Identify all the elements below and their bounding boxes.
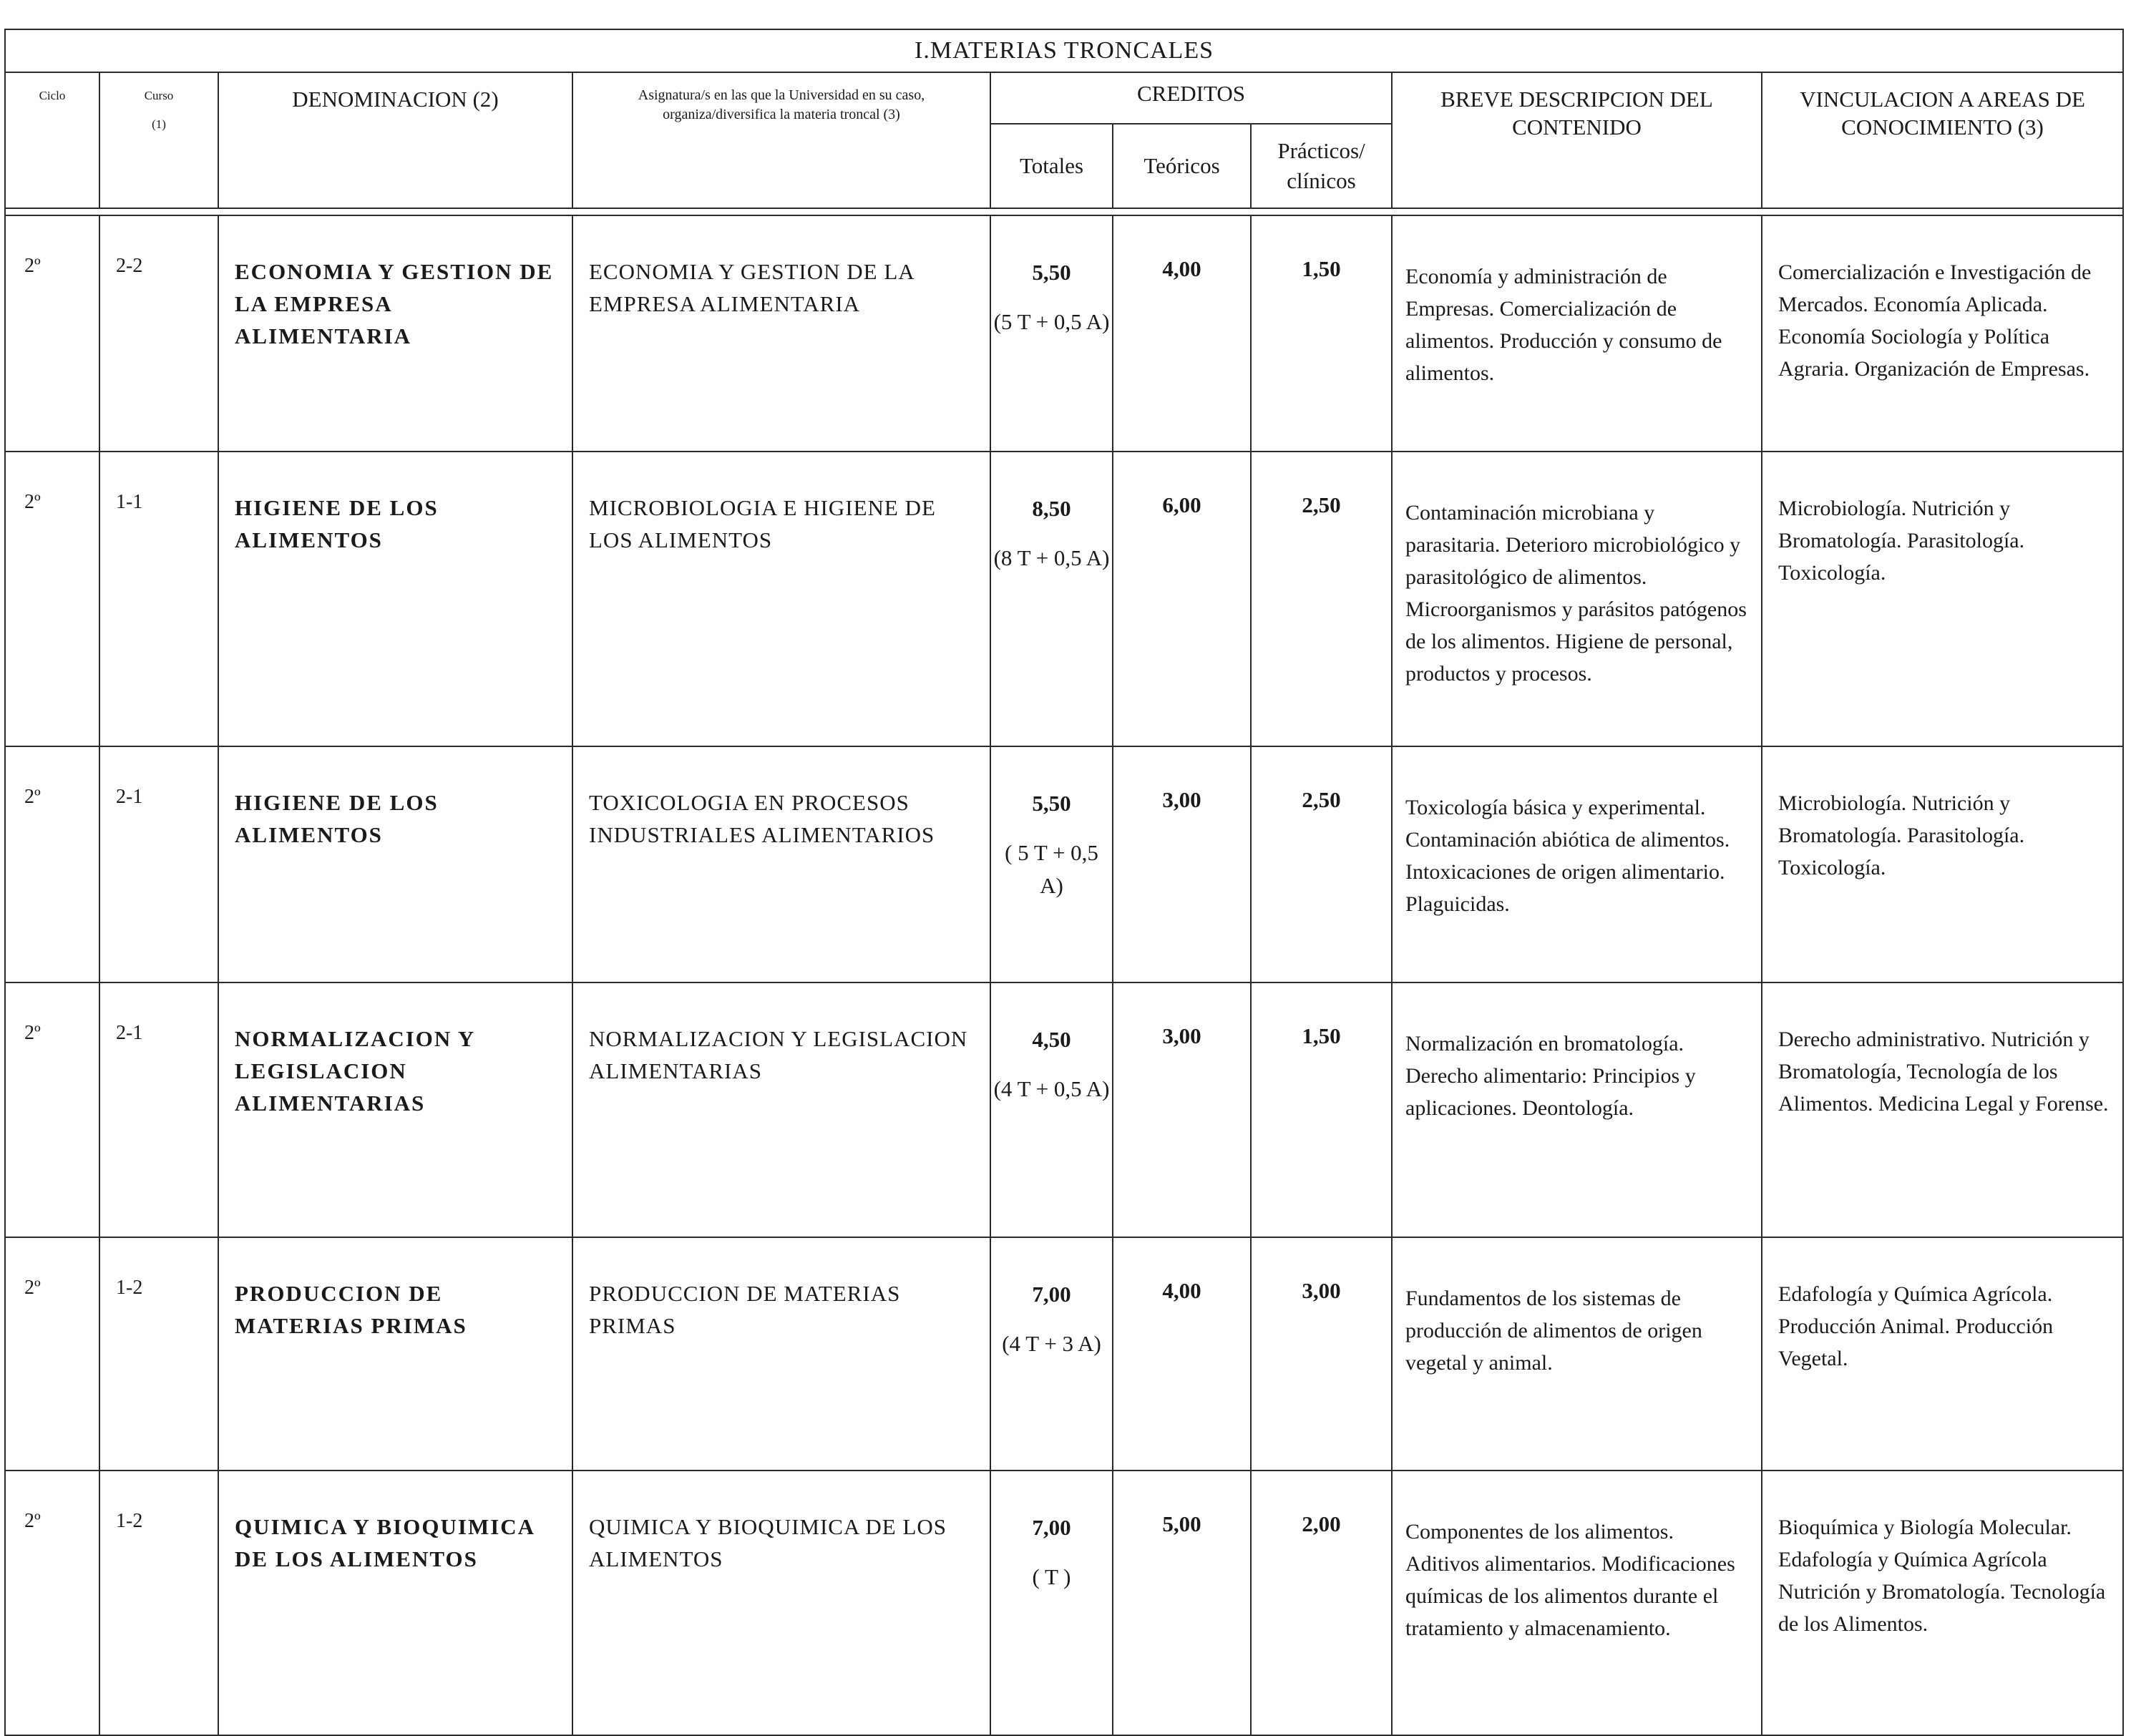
cell-curso: 2-1 — [99, 746, 218, 982]
totales-value: 4,50 — [1032, 1027, 1071, 1052]
header-denominacion: DENOMINACION (2) — [218, 72, 572, 208]
cell-denominacion: HIGIENE DE LOS ALIMENTOS — [218, 452, 572, 746]
cell-totales — [990, 215, 1113, 452]
header-creditos: CREDITOS — [990, 72, 1392, 124]
cell-teoricos: 4,00 — [1113, 215, 1251, 452]
header-vinculacion: VINCULACION A AREAS DE CONOCIMIENTO (3) — [1762, 72, 2123, 208]
header-descripcion: BREVE DESCRIPCION DEL CONTENIDO — [1392, 72, 1762, 208]
cell-curso: 2-1 — [99, 982, 218, 1237]
cell-denominacion: HIGIENE DE LOS ALIMENTOS — [218, 746, 572, 982]
totales-note: (8 T + 0,5 A) — [993, 545, 1110, 570]
cell-curso: 2-2 — [99, 215, 218, 452]
cell-curso: 1-2 — [99, 1237, 218, 1471]
cell-denominacion: NORMALIZACION Y LEGISLACION ALIMENTARIAS — [218, 982, 572, 1237]
cell-asignatura: QUIMICA Y BIOQUIMICA DE LOS ALIMENTOS — [572, 1471, 990, 1735]
totales-note: ( T ) — [1032, 1564, 1071, 1589]
cell-descripcion: Toxicología básica y experimental. Contaminación abiótica de alimentos. Intoxicaciones de origen alimentario. Plaguicidas. — [1392, 746, 1762, 982]
cell-descripcion: Normalización en bromatología. Derecho alimentario: Principios y aplicaciones. Deontología. — [1392, 982, 1762, 1237]
table-row — [5, 1471, 2123, 1735]
cell-descripcion: Fundamentos de los sistemas de producción de alimentos de origen vegetal y animal. — [1392, 1237, 1762, 1471]
cell-ciclo: 2º — [5, 452, 99, 746]
totales-value: 5,50 — [1032, 791, 1071, 816]
cell-denominacion: ECONOMIA Y GESTION DE LA EMPRESA ALIMENTARIA — [218, 215, 572, 452]
cell-descripcion: Economía y administración de Empresas. Comercialización de alimentos. Producción y consumo de alimentos. — [1392, 215, 1762, 452]
header-curso — [99, 72, 218, 208]
cell-curso: 1-1 — [99, 452, 218, 746]
cell-practicos: 1,50 — [1251, 215, 1392, 452]
cell-ciclo: 2º — [5, 215, 99, 452]
header-ciclo: Ciclo — [5, 72, 99, 208]
cell-asignatura: TOXICOLOGIA EN PROCESOS INDUSTRIALES ALIMENTARIOS — [572, 746, 990, 982]
totales-note: (5 T + 0,5 A) — [993, 308, 1110, 334]
header-curso-label: Curso — [144, 89, 174, 102]
materias-table — [4, 29, 2124, 1736]
cell-vinculacion: Comercialización e Investigación de Mercados. Economía Aplicada. Economía Sociología y Política Agraria. Organización de Empresas. — [1762, 215, 2123, 452]
cell-asignatura: ECONOMIA Y GESTION DE LA EMPRESA ALIMENTARIA — [572, 215, 990, 452]
cell-vinculacion: Bioquímica y Biología Molecular. Edafología y Química Agrícola Nutrición y Bromatología. Tecnología de los Alimentos. — [1762, 1471, 2123, 1735]
table-row — [5, 452, 2123, 746]
cell-totales — [990, 746, 1113, 982]
cell-ciclo: 2º — [5, 746, 99, 982]
cell-practicos: 2,50 — [1251, 452, 1392, 746]
cell-totales — [990, 982, 1113, 1237]
cell-teoricos: 3,00 — [1113, 982, 1251, 1237]
cell-teoricos: 6,00 — [1113, 452, 1251, 746]
cell-practicos: 2,50 — [1251, 746, 1392, 982]
cell-asignatura: PRODUCCION DE MATERIAS PRIMAS — [572, 1237, 990, 1471]
cell-totales — [990, 452, 1113, 746]
cell-descripcion: Contaminación microbiana y parasitaria. Deterioro microbiológico y parasitológico de alimentos. Microorganismos y parásitos patógenos de los alimentos. Higiene de personal, productos y procesos. — [1392, 452, 1762, 746]
table-row — [5, 746, 2123, 982]
totales-value: 7,00 — [1032, 1282, 1071, 1307]
totales-value: 7,00 — [1032, 1515, 1071, 1540]
cell-vinculacion: Derecho administrativo. Nutrición y Bromatología, Tecnología de los Alimentos. Medicina Legal y Forense. — [1762, 982, 2123, 1237]
table-row — [5, 215, 2123, 452]
header-separator — [5, 208, 2123, 215]
cell-practicos: 1,50 — [1251, 982, 1392, 1237]
cell-teoricos: 4,00 — [1113, 1237, 1251, 1471]
cell-practicos: 3,00 — [1251, 1237, 1392, 1471]
cell-denominacion: QUIMICA Y BIOQUIMICA DE LOS ALIMENTOS — [218, 1471, 572, 1735]
cell-totales — [990, 1237, 1113, 1471]
cell-curso: 1-2 — [99, 1471, 218, 1735]
totales-value: 5,50 — [1032, 260, 1071, 285]
cell-vinculacion: Microbiología. Nutrición y Bromatología. Parasitología. Toxicología. — [1762, 452, 2123, 746]
totales-note: ( 5 T + 0,5 A) — [1005, 839, 1098, 898]
totales-note: (4 T + 0,5 A) — [993, 1076, 1110, 1101]
cell-denominacion: PRODUCCION DE MATERIAS PRIMAS — [218, 1237, 572, 1471]
cell-totales — [990, 1471, 1113, 1735]
cell-teoricos: 3,00 — [1113, 746, 1251, 982]
cell-ciclo: 2º — [5, 1237, 99, 1471]
header-totales: Totales — [990, 124, 1113, 208]
header-practicos: Prácticos/ clínicos — [1251, 124, 1392, 208]
cell-vinculacion: Edafología y Química Agrícola. Producción Animal. Producción Vegetal. — [1762, 1237, 2123, 1471]
document-sheet — [4, 29, 2122, 1640]
cell-asignatura: NORMALIZACION Y LEGISLACION ALIMENTARIAS — [572, 982, 990, 1237]
table-row — [5, 1237, 2123, 1471]
cell-vinculacion: Microbiología. Nutrición y Bromatología. Parasitología. Toxicología. — [1762, 746, 2123, 982]
table-row — [5, 982, 2123, 1237]
cell-teoricos: 5,00 — [1113, 1471, 1251, 1735]
cell-ciclo: 2º — [5, 982, 99, 1237]
totales-value: 8,50 — [1032, 496, 1071, 521]
cell-ciclo: 2º — [5, 1471, 99, 1735]
header-curso-note: (1) — [152, 117, 166, 131]
header-teoricos: Teóricos — [1113, 124, 1251, 208]
cell-practicos: 2,00 — [1251, 1471, 1392, 1735]
header-asignaturas: Asignatura/s en las que la Universidad en su caso, organiza/diversifica la materia troncal (3) — [572, 72, 990, 208]
cell-asignatura: MICROBIOLOGIA E HIGIENE DE LOS ALIMENTOS — [572, 452, 990, 746]
totales-note: (4 T + 3 A) — [1002, 1330, 1101, 1356]
cell-descripcion: Componentes de los alimentos. Aditivos alimentarios. Modificaciones químicas de los alimentos durante el tratamiento y almacenamiento. — [1392, 1471, 1762, 1735]
table-title: I.MATERIAS TRONCALES — [5, 29, 2123, 72]
